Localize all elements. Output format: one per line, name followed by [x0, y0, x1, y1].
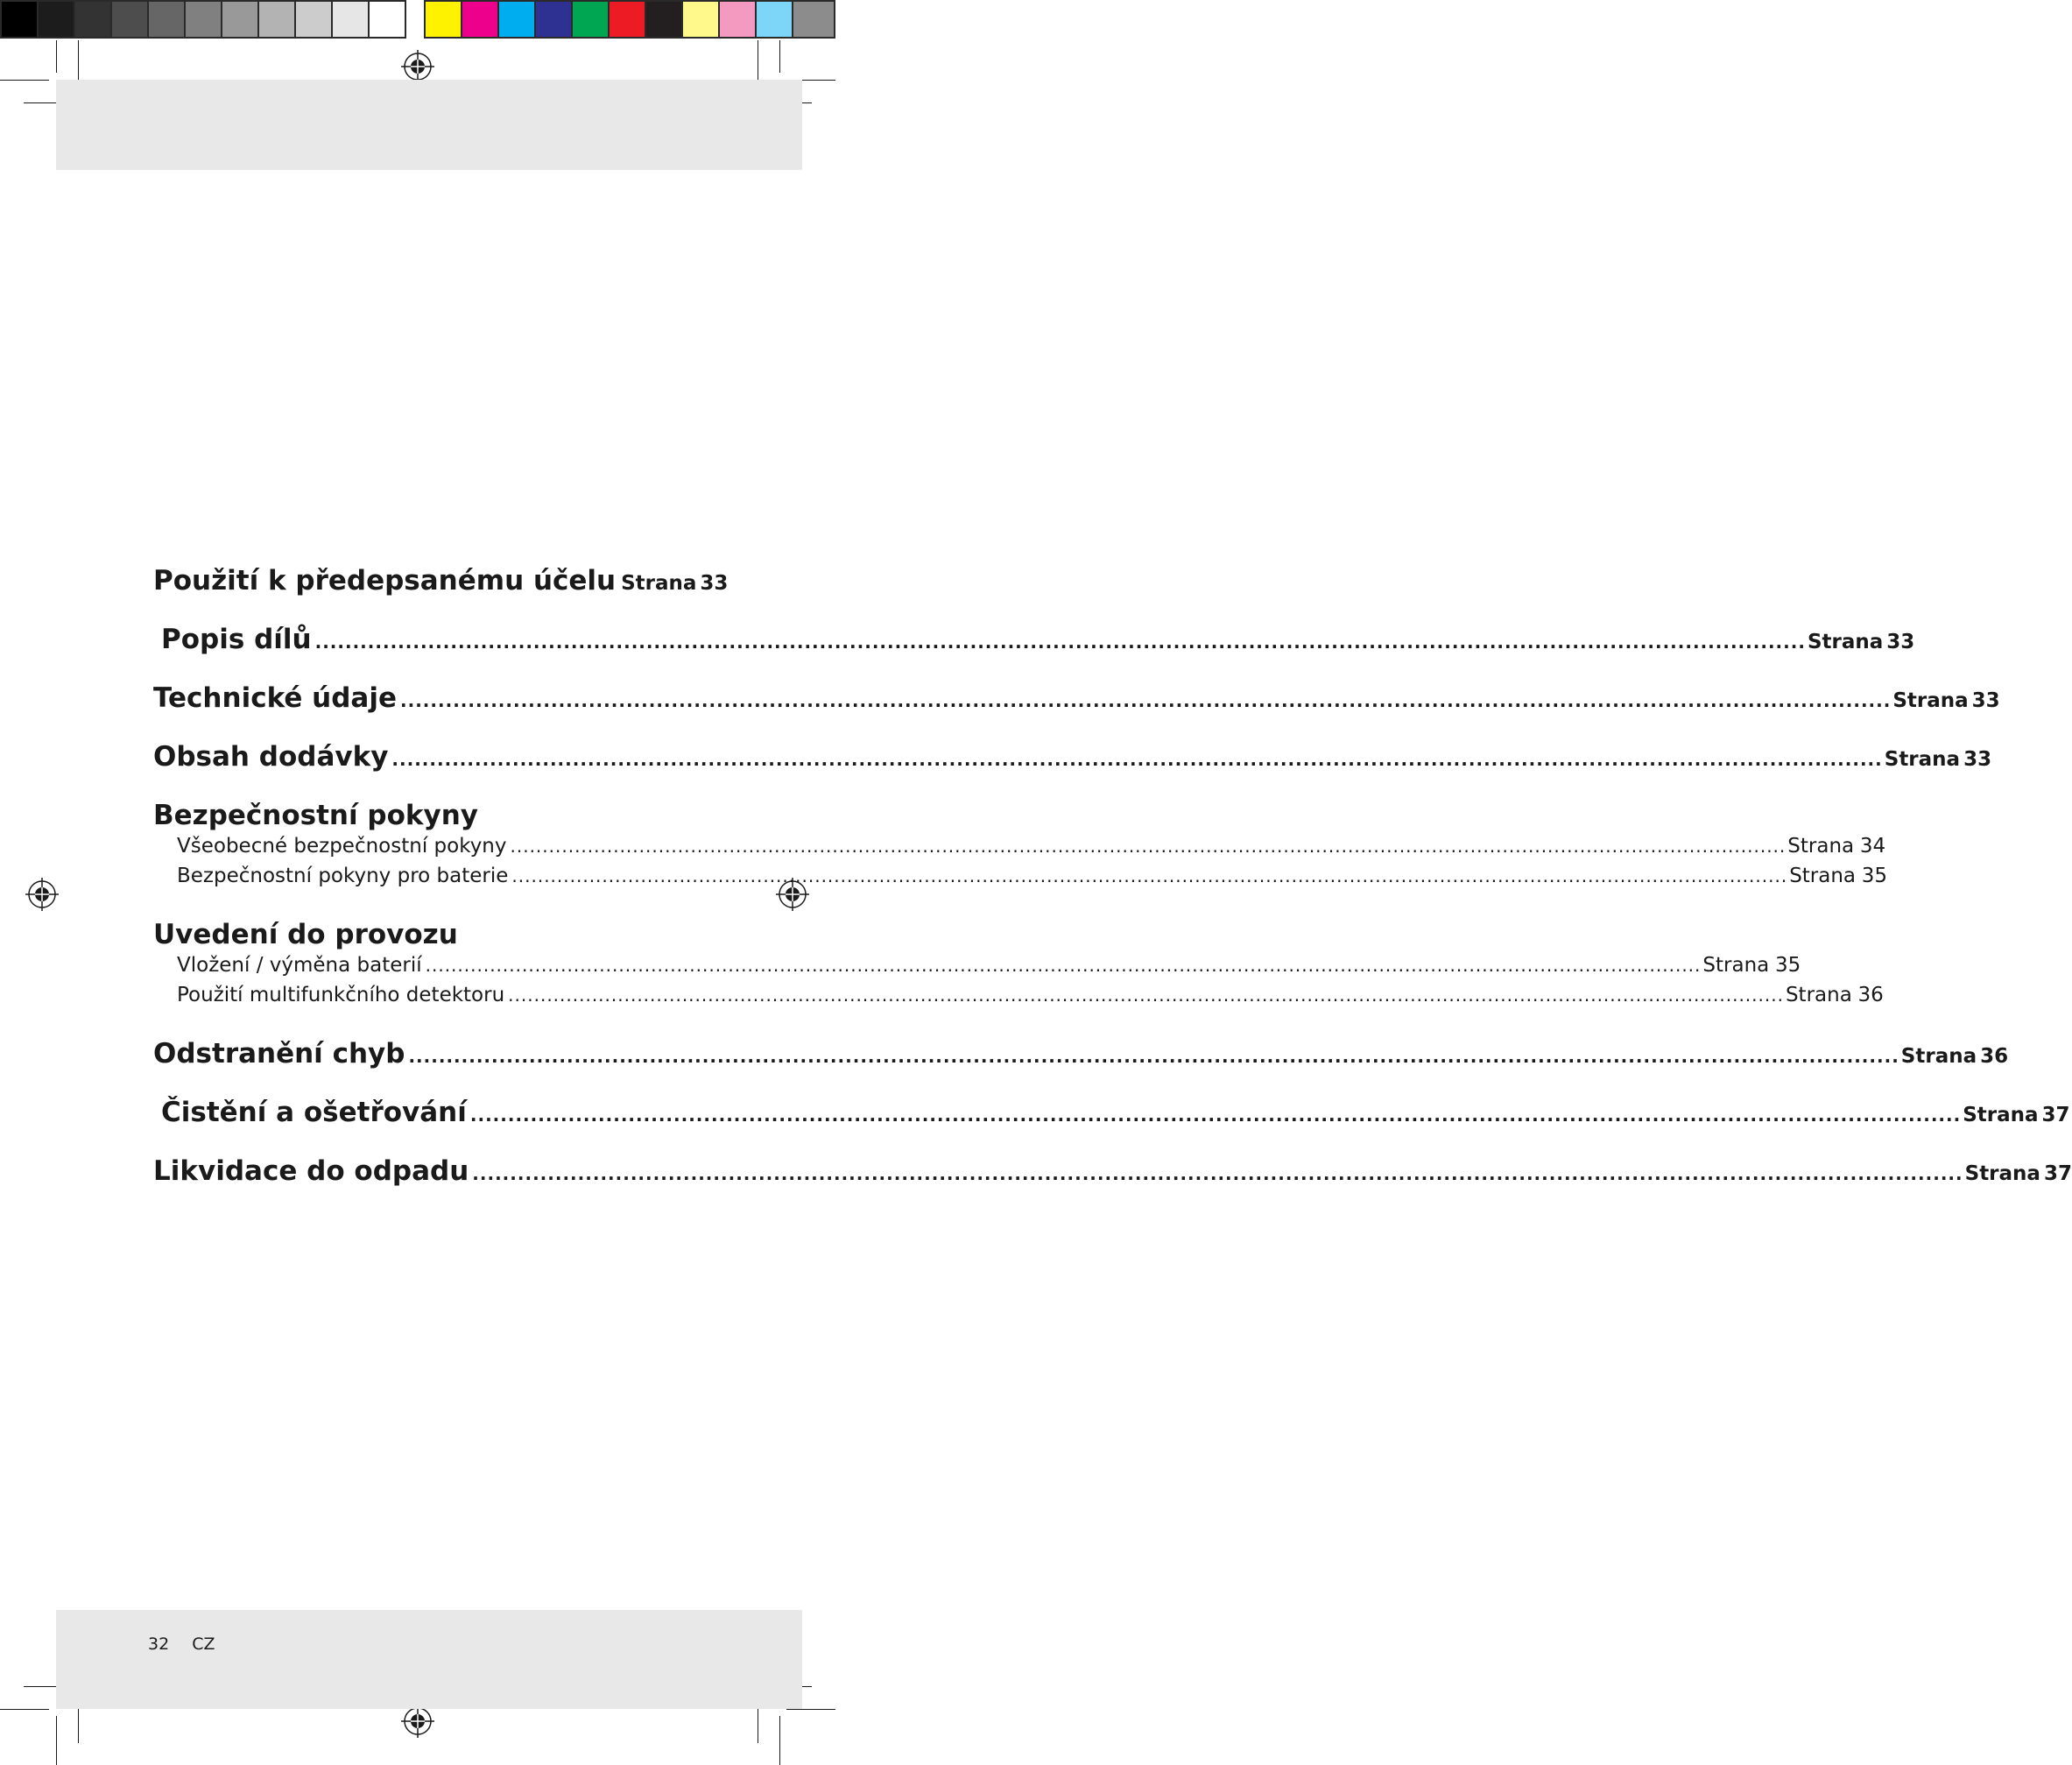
- gray-swatch: [184, 0, 222, 39]
- toc-entry[interactable]: [153, 741, 1992, 785]
- toc-leader-dots: [470, 1105, 1961, 1126]
- toc-leader-dots: [315, 632, 1806, 653]
- color-swatch-cyan: [497, 0, 536, 39]
- crop-mark: [24, 1686, 56, 1687]
- toc-sub-entry[interactable]: [153, 835, 1886, 865]
- toc-page-word: Strana: [1807, 631, 1884, 653]
- toc-sub-entry-title: Vložení / výměna baterií: [177, 954, 426, 977]
- crop-mark: [0, 80, 49, 81]
- toc-sub-entry[interactable]: [153, 984, 1884, 1013]
- toc-entry-title: Likvidace do odpadu: [153, 1155, 472, 1187]
- toc-leader-dots: [508, 985, 1784, 1006]
- toc-page-number: 33: [1971, 689, 2000, 712]
- gray-swatch: [0, 0, 39, 39]
- language-code: CZ: [192, 1634, 215, 1654]
- toc-sub-entry-title: Použití multifunkčního detektoru: [177, 984, 508, 1006]
- crop-mark: [779, 1716, 780, 1765]
- gray-swatch: [368, 0, 406, 39]
- toc-sub-entry[interactable]: [153, 954, 1801, 984]
- toc-leader-dots: [408, 1046, 1899, 1067]
- toc-entry[interactable]: [153, 1155, 2072, 1199]
- toc-leader-dots: [511, 836, 1787, 857]
- toc-page-word: Strana: [1787, 835, 1855, 858]
- gray-swatch: [74, 0, 112, 39]
- toc-entry[interactable]: [153, 682, 2000, 726]
- toc-leader-dots: [426, 955, 1702, 976]
- toc-page-word: Strana: [1884, 748, 1961, 771]
- registration-mark-icon: [401, 1705, 434, 1738]
- toc-entry[interactable]: [153, 1038, 2009, 1082]
- toc-leader-dots: [472, 1163, 1963, 1184]
- toc-section-heading[interactable]: [153, 919, 681, 954]
- toc-leader-dots: [511, 865, 1787, 886]
- toc-page-number: 36: [1857, 984, 1884, 1006]
- toc-page-number: 37: [2041, 1104, 2070, 1126]
- table-of-contents: [153, 565, 2072, 1214]
- page-footer: [148, 1634, 237, 1654]
- toc-leader-dots: [391, 749, 1882, 770]
- crop-mark: [24, 102, 56, 103]
- gray-swatch: [147, 0, 186, 39]
- color-swatch-blue: [534, 0, 573, 39]
- toc-entry-title: Uvedení do provozu: [153, 919, 462, 950]
- spacer: [153, 1013, 681, 1038]
- gray-swatch: [331, 0, 370, 39]
- toc-entry-title: Bezpečnostní pokyny: [153, 800, 482, 831]
- gray-swatch: [294, 0, 333, 39]
- crop-mark: [56, 40, 57, 73]
- color-swatch-light-cyan: [755, 0, 793, 39]
- toc-page-number: 33: [700, 572, 729, 595]
- gray-swatch: [221, 0, 259, 39]
- toc-page-number: 33: [1963, 748, 1992, 771]
- gray-swatch: [37, 0, 75, 39]
- toc-entry-title: Čistění a ošetřování: [161, 1097, 470, 1128]
- color-calibration-bar: [0, 0, 835, 40]
- toc-entry-title: Technické údaje: [153, 682, 400, 714]
- toc-entry[interactable]: [153, 565, 729, 609]
- toc-page-number: 34: [1859, 835, 1886, 858]
- page-number: 32: [148, 1634, 170, 1654]
- toc-page-word: Strana: [1900, 1045, 1977, 1068]
- toc-page-word: Strana: [621, 572, 697, 595]
- registration-mark-icon: [25, 878, 59, 911]
- spacer: [153, 894, 681, 919]
- toc-page-number: 36: [1980, 1045, 2009, 1068]
- color-swatch-gray: [792, 0, 835, 39]
- crop-mark: [78, 1704, 79, 1743]
- color-swatch-light-yellow: [681, 0, 720, 39]
- toc-page-word: Strana: [1785, 984, 1852, 1006]
- toc-entry[interactable]: [153, 624, 1915, 667]
- gray-swatch: [110, 0, 149, 39]
- toc-page-word: Strana: [1892, 689, 1969, 712]
- toc-leader-dots: [400, 690, 1891, 711]
- header-band: [56, 80, 802, 170]
- toc-entry-title: Použití k předepsanému účelu: [153, 565, 619, 597]
- registration-mark-icon: [401, 50, 434, 83]
- toc-page-word: Strana: [1964, 1162, 2040, 1185]
- color-swatch-yellow: [424, 0, 462, 39]
- crop-mark: [786, 1709, 835, 1710]
- toc-sub-entry-title: Bezpečnostní pokyny pro baterie: [177, 865, 511, 887]
- toc-sub-entry-title: Všeobecné bezpečnostní pokyny: [177, 835, 511, 858]
- gray-swatch: [257, 0, 296, 39]
- crop-mark: [56, 1716, 57, 1765]
- toc-page-number: 33: [1886, 631, 1915, 653]
- toc-entry[interactable]: [153, 1097, 2070, 1140]
- toc-page-number: 35: [1861, 865, 1888, 887]
- toc-page-number: 35: [1774, 954, 1801, 977]
- footer-band: [56, 1610, 802, 1709]
- color-swatch-magenta: [461, 0, 499, 39]
- toc-page-word: Strana: [1963, 1104, 2039, 1126]
- toc-section-heading[interactable]: [153, 800, 681, 835]
- toc-page-number: 37: [2043, 1162, 2072, 1185]
- toc-entry-title: Odstranění chyb: [153, 1038, 408, 1070]
- toc-page-word: Strana: [1702, 954, 1770, 977]
- color-swatch-pink: [718, 0, 757, 39]
- color-swatch-green: [571, 0, 610, 39]
- toc-page-word: Strana: [1789, 865, 1857, 887]
- crop-mark: [0, 1709, 49, 1710]
- color-swatch-red: [608, 0, 646, 39]
- toc-entry-title: Obsah dodávky: [153, 741, 391, 773]
- toc-sub-entry[interactable]: [153, 865, 1888, 894]
- crop-mark: [779, 40, 780, 73]
- color-swatch-black: [645, 0, 683, 39]
- toc-entry-title: Popis dílů: [161, 624, 315, 655]
